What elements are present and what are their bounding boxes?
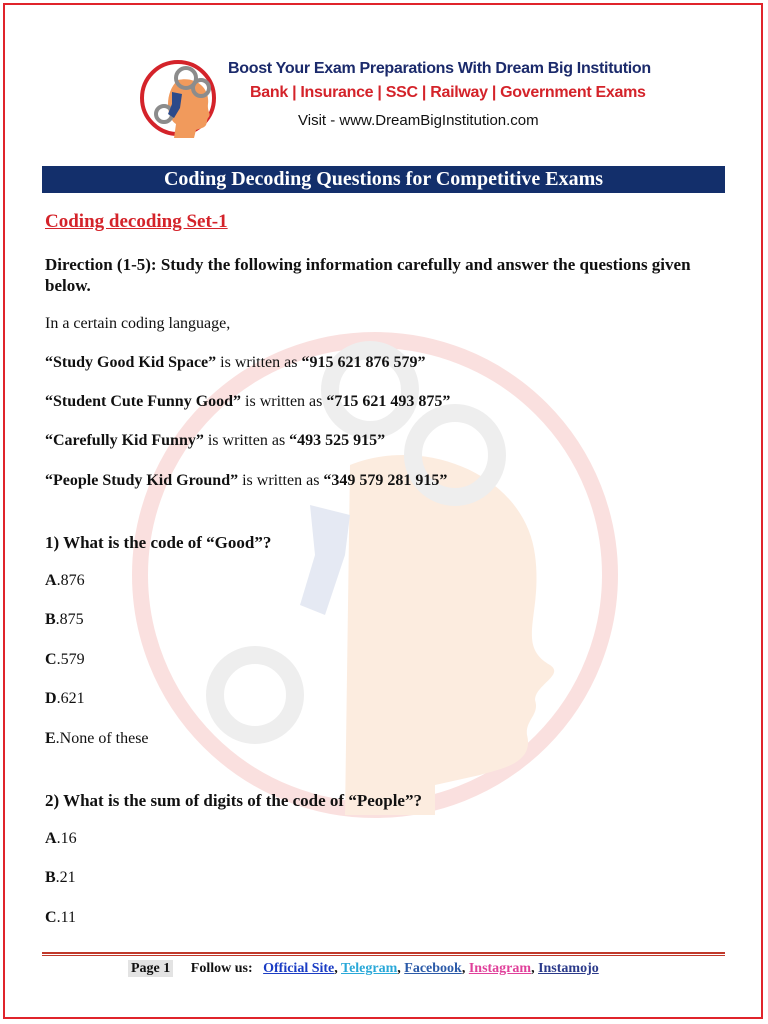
question-1: 1) What is the code of “Good”? (45, 533, 272, 552)
option-letter: A (45, 572, 57, 589)
page-number: Page 1 (128, 960, 173, 977)
code-connector: is written as (245, 393, 323, 410)
telegram-link[interactable]: Telegram (341, 961, 398, 976)
code-connector: is written as (220, 354, 298, 371)
code-value: “715 621 493 875” (326, 393, 451, 410)
instagram-link[interactable]: Instagram (468, 961, 532, 976)
option-e (45, 730, 149, 748)
option-b (45, 869, 76, 887)
direction-text: Direction (1-5): Study the following information carefully and answer the questions given below. (45, 255, 691, 295)
header-tagline: Boost Your Exam Preparations With Dream Big Institution (228, 60, 651, 77)
section-title: Coding decoding Set-1 (45, 211, 228, 232)
option-text: .579 (56, 651, 85, 668)
option-text: .11 (56, 909, 76, 926)
option-letter: C (45, 909, 57, 926)
official-site-link[interactable]: Official Site (263, 961, 335, 976)
option-a (45, 830, 77, 848)
option-text: .621 (56, 690, 85, 707)
question-2: 2) What is the sum of digits of the code of “People”? (45, 791, 422, 810)
page-header (138, 52, 658, 147)
option-text: .None of these (55, 730, 149, 747)
option-text: .875 (55, 611, 84, 628)
option-text: .16 (56, 830, 77, 847)
code-value: “349 579 281 915” (323, 472, 448, 489)
code-line (45, 393, 450, 411)
footer-divider (42, 955, 725, 956)
option-letter: E (45, 730, 56, 747)
option-text: .876 (56, 572, 85, 589)
code-connector: is written as (242, 472, 320, 489)
option-letter: A (45, 830, 57, 847)
code-line (45, 354, 425, 372)
code-value: “915 621 876 579” (301, 354, 426, 371)
code-phrase: “Study Good Kid Space” (45, 354, 217, 371)
page-footer: Page 1 Follow us: Official Site, Telegram, Facebook, Instagram, Instamojo (128, 961, 599, 977)
code-phrase: “Carefully Kid Funny” (45, 432, 204, 449)
option-c (45, 651, 85, 669)
code-connector: is written as (207, 432, 286, 449)
option-a (45, 572, 85, 590)
header-website[interactable]: Visit - www.DreamBigInstitution.com (298, 112, 539, 129)
code-value: “493 525 915” (289, 432, 386, 449)
option-letter: C (45, 651, 57, 668)
intro-text: In a certain coding language, (45, 315, 231, 332)
option-text: .21 (55, 869, 76, 886)
code-line (45, 472, 447, 490)
footer-divider (42, 952, 725, 954)
code-phrase: “Student Cute Funny Good” (45, 393, 242, 410)
header-exam-list: Bank | Insurance | SSC | Railway | Government Exams (250, 84, 646, 101)
facebook-link[interactable]: Facebook (404, 961, 462, 976)
document-title-bar: Coding Decoding Questions for Competitive Exams (42, 166, 725, 193)
option-letter: B (45, 869, 56, 886)
option-letter: B (45, 611, 56, 628)
option-c (45, 909, 76, 927)
code-phrase: “People Study Kid Ground” (45, 472, 239, 489)
dream-big-logo-icon (138, 52, 224, 144)
follow-label: Follow us: (190, 961, 253, 976)
instamojo-link[interactable]: Instamojo (538, 961, 599, 976)
option-b (45, 611, 84, 629)
option-d (45, 690, 85, 708)
option-letter: D (45, 690, 57, 707)
code-line (45, 432, 385, 450)
